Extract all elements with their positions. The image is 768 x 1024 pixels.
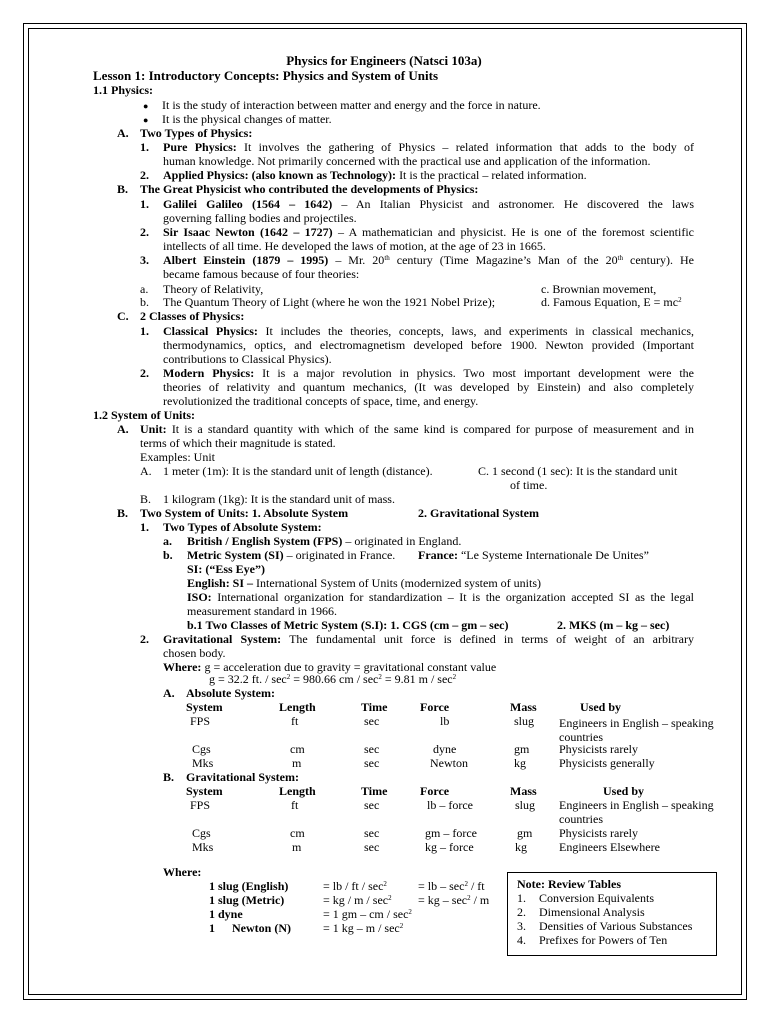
term-text: It involves the gathering of Physics – related information that adds to the body of xyxy=(244,140,694,154)
superscript: 2 xyxy=(388,894,392,902)
term-text: International System of Units (modernized system of units) xyxy=(256,576,541,590)
gravity-equation xyxy=(209,673,456,687)
table-heading: Absolute System: xyxy=(186,686,275,700)
superscript: 2 xyxy=(452,673,457,681)
table-header-cell: System xyxy=(186,784,223,798)
unit-definition xyxy=(418,894,489,908)
table-header-cell: Force xyxy=(420,700,450,714)
table-cell: gm xyxy=(517,826,533,840)
term-label: British / English System (FPS) xyxy=(187,534,343,548)
bullet-text: It is the physical changes of matter. xyxy=(162,112,332,126)
superscript: th xyxy=(617,254,624,262)
term-text: The fundamental unit force is defined in terms of weight of an arbitrary xyxy=(289,632,694,646)
equation-part: / ft xyxy=(467,879,485,893)
theory-item: c. Brownian movement, xyxy=(541,282,657,296)
paragraph-line xyxy=(163,198,694,212)
superscript: 2 xyxy=(383,880,387,888)
superscript: 2 xyxy=(408,908,412,916)
table-header-cell: Force xyxy=(420,784,450,798)
term-label: Applied Physics: (also known as Technology): xyxy=(163,168,397,182)
table-cell: slug xyxy=(515,798,536,812)
table-cell: m xyxy=(292,840,302,854)
list-letter: A. xyxy=(140,464,152,478)
term-text: – A mathematician and physicist. He is one of the foremost scientific xyxy=(337,225,694,239)
note-item-number: 3. xyxy=(517,919,526,933)
equation-part: = 980.66 cm / sec xyxy=(290,672,379,686)
paragraph-line: revolutionized the traditional concepts of space, time, and energy. xyxy=(163,394,479,408)
table-cell: Mks xyxy=(192,756,214,770)
note-item-number: 1. xyxy=(517,891,526,905)
superscript: 2 xyxy=(464,880,468,888)
term-text: It is a standard quantity with which of the same kind is compared for purpose of measurement and in xyxy=(171,422,695,436)
section-1-2-heading: 1.2 System of Units: xyxy=(93,408,195,422)
table-cell: Physicists generally xyxy=(559,756,655,770)
term-text: It is a major revolution in physics. Two most important development were the xyxy=(262,366,694,380)
bullet-text: It is the study of interaction between matter and energy and the force in nature. xyxy=(162,98,541,112)
table-header-cell: Mass xyxy=(510,700,537,714)
subsection-heading: Two System of Units: 1. Absolute System xyxy=(140,506,349,520)
table-cell: sec xyxy=(364,840,380,854)
list-letter: A. xyxy=(117,422,129,436)
unit-definition xyxy=(323,894,392,908)
unit-definition-label: 1 xyxy=(209,921,215,935)
table-cell: Cgs xyxy=(192,826,211,840)
unit-definition xyxy=(323,922,403,936)
paragraph-line xyxy=(163,254,694,268)
paragraph-line: measurement standard in 1966. xyxy=(187,604,337,618)
paragraph-line xyxy=(163,325,694,339)
list-letter: A. xyxy=(163,686,175,700)
table-cell: gm xyxy=(514,742,530,756)
table-cell: slug xyxy=(514,714,535,728)
note-heading: Note: Review Tables xyxy=(517,877,621,891)
term-text: “Le Systeme Internationale De Unites” xyxy=(460,548,649,562)
paragraph-line: SI: (“Ess Eye”) xyxy=(187,562,266,576)
subsection-heading: 2. Gravitational System xyxy=(418,506,539,520)
table-cell: ft xyxy=(291,714,299,728)
term-text: – Mr. 20 xyxy=(335,253,385,267)
term-text: century). He xyxy=(623,253,694,267)
table-header-cell: Mass xyxy=(510,784,537,798)
table-cell: Engineers in English – speaking xyxy=(559,716,714,730)
term-label: Gravitational System: xyxy=(163,632,282,646)
list-letter: B. xyxy=(117,182,129,196)
superscript: 2 xyxy=(399,922,404,930)
lesson-title: Lesson 1: Introductory Concepts: Physics and System of Units xyxy=(93,68,439,83)
equation-part: = lb / ft / sec xyxy=(323,879,384,893)
list-letter: A. xyxy=(117,126,129,140)
equation-part: = kg / m / sec xyxy=(323,893,389,907)
paragraph-line xyxy=(163,633,694,647)
paragraph-line: contributions to Classical Physics). xyxy=(163,352,332,366)
unit-definition-label: 1 dyne xyxy=(209,907,243,921)
equation-part: = 1 kg – m / sec xyxy=(323,921,400,935)
theory-item: The Quantum Theory of Light (where he won the 1921 Nobel Prize); xyxy=(163,295,496,309)
list-letter: b. xyxy=(163,548,173,562)
note-item: Conversion Equivalents xyxy=(539,891,654,905)
list-number: 1. xyxy=(140,324,149,338)
list-number: 2. xyxy=(140,225,149,239)
table-cell: kg xyxy=(515,840,527,854)
table-header-cell: Used by xyxy=(580,700,622,714)
paragraph-line xyxy=(418,549,649,563)
table-cell: Newton xyxy=(430,756,468,770)
table-cell: Physicists rarely xyxy=(559,742,638,756)
unit-definition xyxy=(418,880,485,894)
table-header-cell: Time xyxy=(361,700,388,714)
equation-part: = 9.81 m / sec xyxy=(381,672,453,686)
term-label: English: SI – xyxy=(187,576,254,590)
note-item-number: 2. xyxy=(517,905,526,919)
example-item: C. 1 second (1 sec): It is the standard unit xyxy=(478,464,678,478)
subsection-heading: Two Types of Absolute System: xyxy=(163,520,322,534)
superscript: th xyxy=(384,254,390,262)
bullet-icon: ● xyxy=(143,101,149,111)
list-number: 2. xyxy=(140,366,149,380)
table-header-cell: Length xyxy=(279,700,316,714)
subsection-heading: 2 Classes of Physics: xyxy=(140,309,245,323)
term-label: Metric System (SI) xyxy=(187,548,284,562)
equation-part: = kg – sec xyxy=(418,893,468,907)
list-number: 1. xyxy=(140,197,149,211)
table-cell: Cgs xyxy=(192,742,211,756)
bullet-icon: ● xyxy=(143,115,149,125)
unit-definition-label: Newton (N) xyxy=(232,921,291,935)
list-number: 1. xyxy=(140,520,149,534)
list-letter: B. xyxy=(117,506,129,520)
paragraph-line: terms of which their magnitude is stated. xyxy=(140,436,336,450)
table-header-cell: Used by xyxy=(603,784,645,798)
paragraph-line: thermodynamics, optics, and electromagnetism developed before 1900. Newton provided (Important xyxy=(163,338,694,352)
note-item: Prefixes for Powers of Ten xyxy=(539,933,668,947)
equation-part: = lb – sec xyxy=(418,879,465,893)
equation-part: = 1 gm – cm / sec xyxy=(323,907,409,921)
subsection-heading: The Great Physicist who contributed the developments of Physics: xyxy=(140,182,479,196)
term-text: – An Italian Physicist and astronomer. He discovered the laws xyxy=(341,197,695,211)
subsection-heading: b.1 Two Classes of Metric System (S.I): 1. CGS (cm – gm – sec) xyxy=(187,618,509,632)
term-text: International organization for standardization – It is the organization accepted SI as the legal xyxy=(217,590,695,604)
page-title: Physics for Engineers (Natsci 103a) xyxy=(286,53,482,68)
paragraph-line: chosen body. xyxy=(163,646,226,660)
table-cell: gm – force xyxy=(425,826,477,840)
example-item: 1 meter (1m): It is the standard unit of length (distance). xyxy=(163,464,433,478)
list-letter: C. xyxy=(117,309,129,323)
superscript: 2 xyxy=(678,296,682,304)
table-cell: sec xyxy=(364,798,380,812)
subsection-heading: Two Types of Physics: xyxy=(140,126,253,140)
example-item: of time. xyxy=(510,478,548,492)
list-number: 1. xyxy=(140,140,149,154)
note-item: Densities of Various Substances xyxy=(539,919,693,933)
table-cell: ft xyxy=(291,798,299,812)
table-cell: Physicists rarely xyxy=(559,826,638,840)
table-header-cell: Length xyxy=(279,784,316,798)
paragraph-line xyxy=(187,591,694,605)
table-cell: cm xyxy=(290,826,305,840)
section-1-1-heading: 1.1 Physics: xyxy=(93,83,153,97)
table-cell: countries xyxy=(559,730,603,744)
theory-item xyxy=(541,296,682,310)
paragraph-line: became famous because of four theories: xyxy=(163,267,360,281)
list-number: 3. xyxy=(140,253,149,267)
table-cell: cm xyxy=(290,742,305,756)
term-text: It is the practical – related information. xyxy=(399,168,587,182)
unit-definition xyxy=(323,908,412,922)
term-label: France: xyxy=(418,548,458,562)
table-cell: m xyxy=(292,756,302,770)
theory-text: d. Famous Equation, E = mc xyxy=(541,295,679,309)
examples-label: Examples: Unit xyxy=(140,450,215,464)
superscript: 2 xyxy=(378,673,382,681)
paragraph-line: theories of relativity and quantum mechanics, (It was developed by Einstein) and also completely xyxy=(163,380,694,394)
table-cell: Engineers in English – speaking xyxy=(559,798,714,812)
term-label: Classical Physics: xyxy=(163,324,258,338)
term-label: Modern Physics: xyxy=(163,366,255,380)
subsection-heading: 2. MKS (m – kg – sec) xyxy=(557,618,670,632)
list-letter: b. xyxy=(140,295,149,309)
note-item-number: 4. xyxy=(517,933,526,947)
term-label: Sir Isaac Newton (1642 – 1727) xyxy=(163,225,333,239)
table-cell: kg – force xyxy=(425,840,474,854)
term-label: Where: xyxy=(163,660,202,674)
table-cell: FPS xyxy=(190,714,211,728)
paragraph-line xyxy=(140,423,694,437)
equation-part: g = 32.2 ft. / sec xyxy=(209,672,287,686)
paragraph-line xyxy=(187,549,395,563)
term-text: g = acceleration due to gravity = gravitational constant value xyxy=(204,660,497,674)
paragraph-line xyxy=(163,169,587,183)
table-cell: Mks xyxy=(192,840,214,854)
paragraph-line xyxy=(187,535,461,549)
term-text: – originated in France. xyxy=(286,548,396,562)
list-number: 2. xyxy=(140,168,149,182)
table-cell: kg xyxy=(514,756,526,770)
unit-definition-label: 1 slug (Metric) xyxy=(209,893,285,907)
equation-part: / m xyxy=(470,893,490,907)
table-cell: sec xyxy=(364,826,380,840)
paragraph-line xyxy=(163,226,694,240)
superscript: 2 xyxy=(286,673,291,681)
table-cell: sec xyxy=(364,756,380,770)
table-cell: Engineers Elsewhere xyxy=(559,840,660,854)
term-text: – originated in England. xyxy=(345,534,462,548)
list-letter: a. xyxy=(140,282,149,296)
term-text: century (Time Magazine’s Man of the 20 xyxy=(389,253,618,267)
example-item: 1 kilogram (1kg): It is the standard unit of mass. xyxy=(163,492,395,506)
list-letter: B. xyxy=(163,770,175,784)
unit-definition-label: 1 slug (English) xyxy=(209,879,289,893)
table-cell: lb – force xyxy=(427,798,473,812)
paragraph-line xyxy=(163,367,694,381)
table-heading: Gravitational System: xyxy=(186,770,299,784)
table-cell: lb xyxy=(440,714,450,728)
table-cell: sec xyxy=(364,714,380,728)
table-cell: FPS xyxy=(190,798,211,812)
term-label: Galilei Galileo (1564 – 1642) xyxy=(163,197,333,211)
paragraph-line: intellects of all time. He developed the laws of motion, at the age of 23 in 1665. xyxy=(163,239,546,253)
paragraph-line: governing falling bodies and projectiles. xyxy=(163,211,357,225)
list-number: 2. xyxy=(140,632,149,646)
term-text: It includes the theories, concepts, laws, and experiments in classical mechanics, xyxy=(265,324,694,338)
table-header-cell: Time xyxy=(361,784,388,798)
list-letter: a. xyxy=(163,534,172,548)
paragraph-line xyxy=(187,577,541,591)
term-label: Albert Einstein (1879 – 1995) xyxy=(163,253,329,267)
table-cell: dyne xyxy=(433,742,457,756)
paragraph-line xyxy=(163,141,694,155)
theory-item: Theory of Relativity, xyxy=(163,282,264,296)
list-letter: B. xyxy=(140,492,152,506)
table-header-cell: System xyxy=(186,700,223,714)
table-cell: countries xyxy=(559,812,603,826)
paragraph-line: human knowledge. Not primarily concerned with the practical use and application of the information. xyxy=(163,154,651,168)
term-label: Pure Physics: xyxy=(163,140,237,154)
where-label: Where: xyxy=(163,865,202,879)
unit-definition xyxy=(323,880,387,894)
superscript: 2 xyxy=(467,894,471,902)
term-label: Unit: xyxy=(140,422,167,436)
table-cell: sec xyxy=(364,742,380,756)
note-item: Dimensional Analysis xyxy=(539,905,645,919)
term-label: ISO: xyxy=(187,590,212,604)
